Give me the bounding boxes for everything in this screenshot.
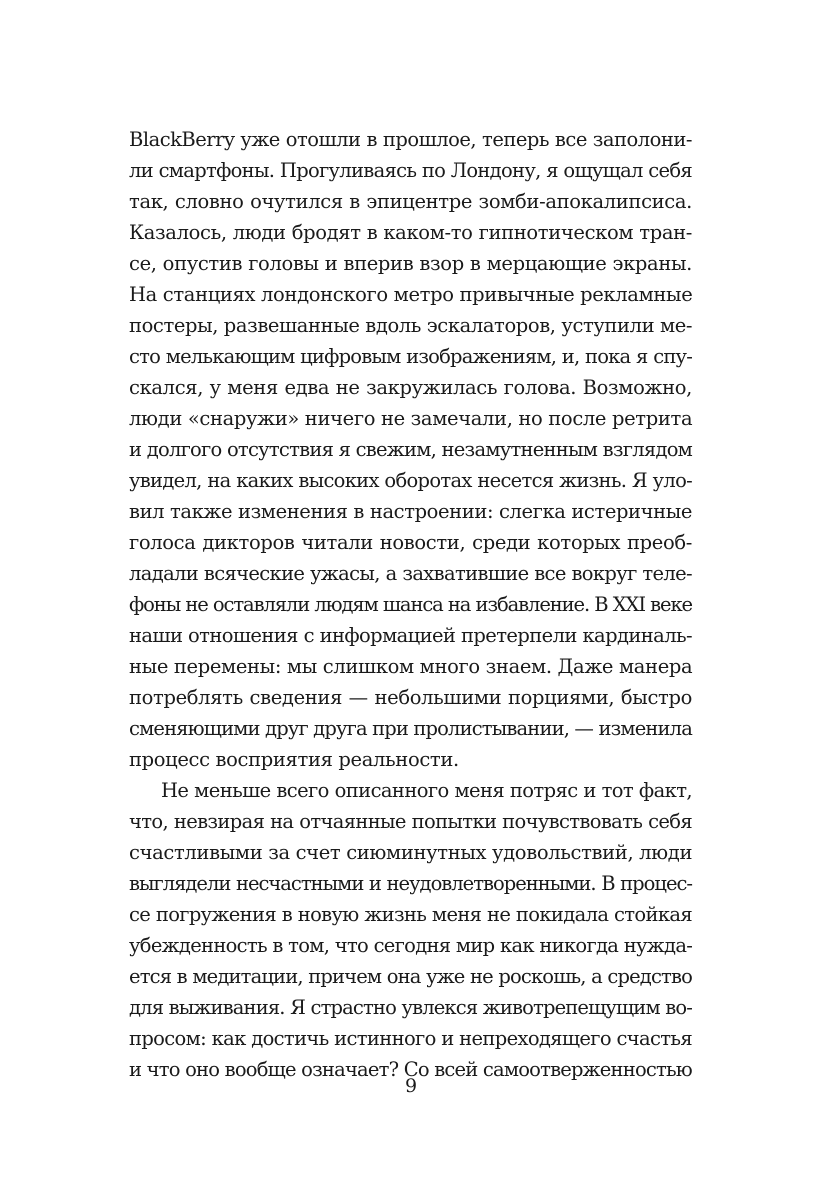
text-line: Не меньше всего описанного меня потряс и тот факт, xyxy=(161,779,692,802)
paragraph-2 xyxy=(129,775,692,1085)
text-line: ли смартфоны. Прогуливаясь по Лондону, я ощущал себя xyxy=(129,159,692,182)
text-line: скался, у меня едва не закружилась голова. Возможно, xyxy=(129,376,692,399)
text-line: ется в медитации, причем она уже не роскошь, а средство xyxy=(129,965,692,988)
text-line: Казалось, люди бродят в каком-то гипнотическом тран- xyxy=(129,221,692,244)
text-line: ные перемены: мы слишком много знаем. Даже манера xyxy=(129,655,693,678)
text-line: сто мелькающим цифровым изображениям, и, пока я спу- xyxy=(129,345,692,368)
text-line: просом: как достичь истинного и непреходящего счастья xyxy=(129,1027,693,1050)
paragraph-1 xyxy=(129,124,692,775)
text-line: выглядели несчастными и неудовлетворенными. В процес- xyxy=(129,872,692,895)
text-line: ладали всяческие ужасы, а захватившие все вокруг теле- xyxy=(129,562,692,585)
text-line: сменяющими друг друга при пролистывании, — изменила xyxy=(129,717,692,740)
text-line: постеры, развешанные вдоль эскалаторов, уступили ме- xyxy=(129,314,693,337)
text-line: увидел, на каких высоких оборотах несется жизнь. Я уло- xyxy=(129,469,692,492)
text-line: потреблять сведения — небольшими порциями, быстро xyxy=(129,686,692,709)
text-line: наши отношения с информацией претерпели кардиналь- xyxy=(129,624,692,647)
text-line: для выживания. Я страстно увлекся животрепещущим во- xyxy=(129,996,692,1019)
text-line: убежденность в том, что сегодня мир как никогда нужда- xyxy=(129,934,693,957)
body-text xyxy=(129,124,692,1085)
text-line: процесс восприятия реальности. xyxy=(129,748,459,771)
text-line: голоса дикторов читали новости, среди которых преоб- xyxy=(129,531,692,554)
text-line: На станциях лондонского метро привычные рекламные xyxy=(129,283,693,306)
text-line: так, словно очутился в эпицентре зомби-апокалипсиса. xyxy=(129,190,692,213)
text-line: и что оно вообще означает? Со всей самоотверженностью xyxy=(129,1058,692,1081)
text-line: вил также изменения в настроении: слегка истеричные xyxy=(129,500,692,523)
text-line: счастливыми за счет сиюминутных удовольствий, люди xyxy=(129,841,693,864)
text-line: и долгого отсутствия я свежим, незамутненным взглядом xyxy=(129,438,693,461)
page-number: 9 xyxy=(404,1075,418,1097)
text-line: BlackBerry уже отошли в прошлое, теперь все заполони- xyxy=(129,128,692,151)
text-line: фоны не оставляли людям шанса на избавление. В XXI веке xyxy=(129,593,692,616)
text-line: се, опустив головы и вперив взор в мерцающие экраны. xyxy=(129,252,692,275)
text-line: се погружения в новую жизнь меня не покидала стойкая xyxy=(129,903,692,926)
text-line: что, невзирая на отчаянные попытки почувствовать себя xyxy=(129,810,692,833)
text-line: люди «снаружи» ничего не замечали, но после ретрита xyxy=(129,407,693,430)
